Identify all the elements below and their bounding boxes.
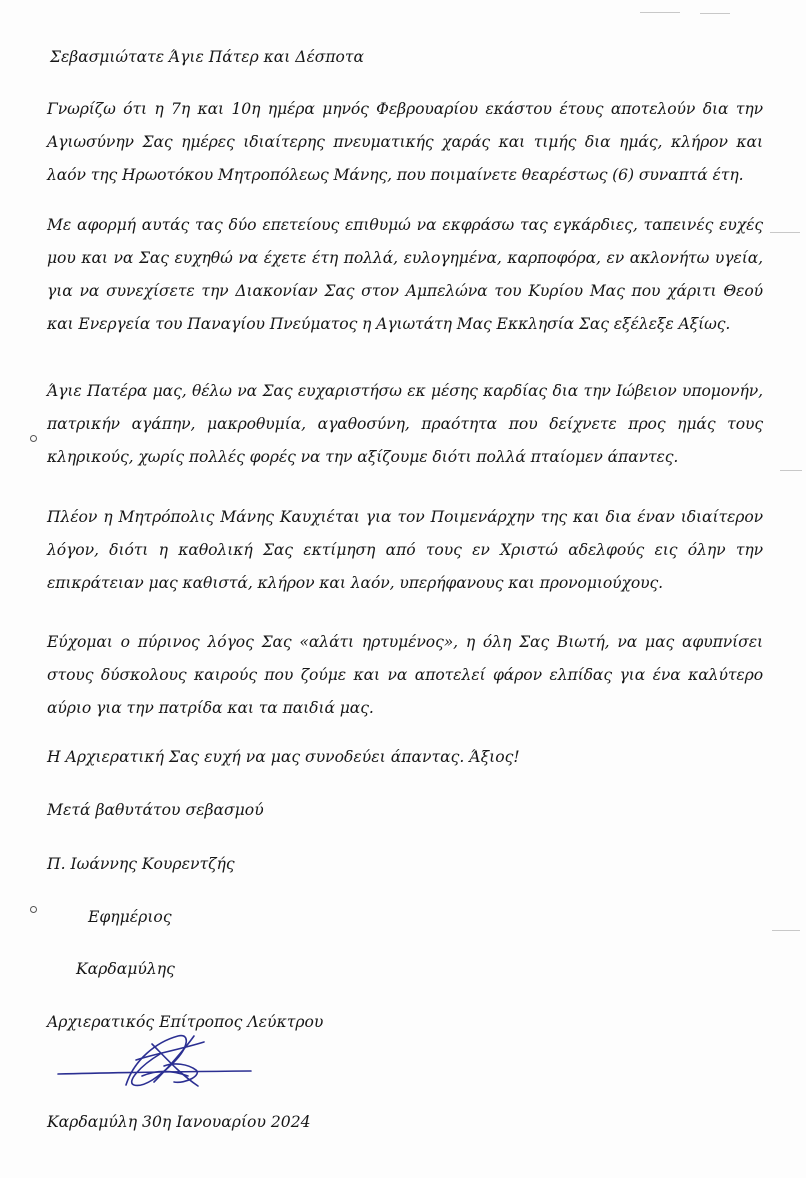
punch-hole [30,435,37,442]
signatory-title: Εφημέριος [88,908,172,926]
signatory-name: Π. Ιωάννης Κουρεντζής [47,855,235,873]
punch-hole [30,906,37,913]
blessing-line: Η Αρχιερατική Σας ευχή να μας συνοδεύει άπαντας. Άξιος! [47,748,520,766]
handwritten-signature [56,1030,256,1100]
scan-mark [780,470,802,471]
scan-mark [772,930,800,931]
scan-mark [770,232,800,233]
closing-line: Μετά βαθυτάτου σεβασμού [47,801,264,819]
signatory-office: Αρχιερατικός Επίτροπος Λεύκτρου [47,1013,324,1031]
paragraph-4: Πλέον η Μητρόπολις Μάνης Καυχιέται για τον Ποιμενάρχην της και δια έναν ιδιαίτερον λόγον, διότι η καθολική Σας εκτίμηση από τους εν Χριστώ αδελφούς εις όλην την επικράτειαν μας καθιστά, κλήρον και λαόν, υπερήφανους και προνομιούχους. [47,508,763,592]
salutation: Σεβασμιώτατε Άγιε Πάτερ και Δέσποτα [50,48,364,66]
paragraph-5: Εύχομαι ο πύρινος λόγος Σας «αλάτι ηρτυμένος», η όλη Σας Βιωτή, να μας αφυπνίσει στους δύσκολους καιρούς που ζούμε και να αποτελεί φάρον ελπίδας για ένα καλύτερο αύριο για την πατρίδα και τα παιδιά μας. [47,633,763,717]
scan-mark [640,12,680,13]
signatory-parish: Καρδαμύλης [76,960,175,978]
paragraph-2: Με αφορμή αυτάς τας δύο επετείους επιθυμώ να εκφράσω τας εγκάρδιες, ταπεινές ευχές μου και να Σας ευχηθώ να έχετε έτη πολλά, ευλογημένα, καρποφόρα, εν ακλονήτω υγεία, για να συνεχίσετε την Διακονίαν Σας στον Αμπελώνα του Κυρίου Μας που χάριτι Θεού και Ενεργεία του Παναγίου Πνεύματος η Αγιωτάτη Μας Εκκλησία Σας εξέλεξε Αξίως. [47,216,763,333]
date-line: Καρδαμύλη 30η Ιανουαρίου 2024 [47,1113,311,1131]
paragraph-3: Άγιε Πατέρα μας, θέλω να Σας ευχαριστήσω εκ μέσης καρδίας δια την Ιώβειον υπομονήν, πατρικήν αγάπην, μακροθυμία, αγαθοσύνη, πραότητα που δείχνετε προς ημάς τους κληρικούς, χωρίς πολλές φορές να την αξίζουμε διότι πολλά πταίομεν άπαντες. [47,382,763,466]
paragraph-1: Γνωρίζω ότι η 7η και 10η ημέρα μηνός Φεβρουαρίου εκάστου έτους αποτελούν δια την Αγιωσύνην Σας ημέρες ιδιαίτερης πνευματικής χαράς και τιμής δια ημάς, κλήρον και λαόν της Ηρωοτόκου Μητροπόλεως Μάνης, που ποιμαίνετε θεαρέστως (6) συναπτά έτη. [47,100,763,184]
scan-mark [700,13,730,14]
